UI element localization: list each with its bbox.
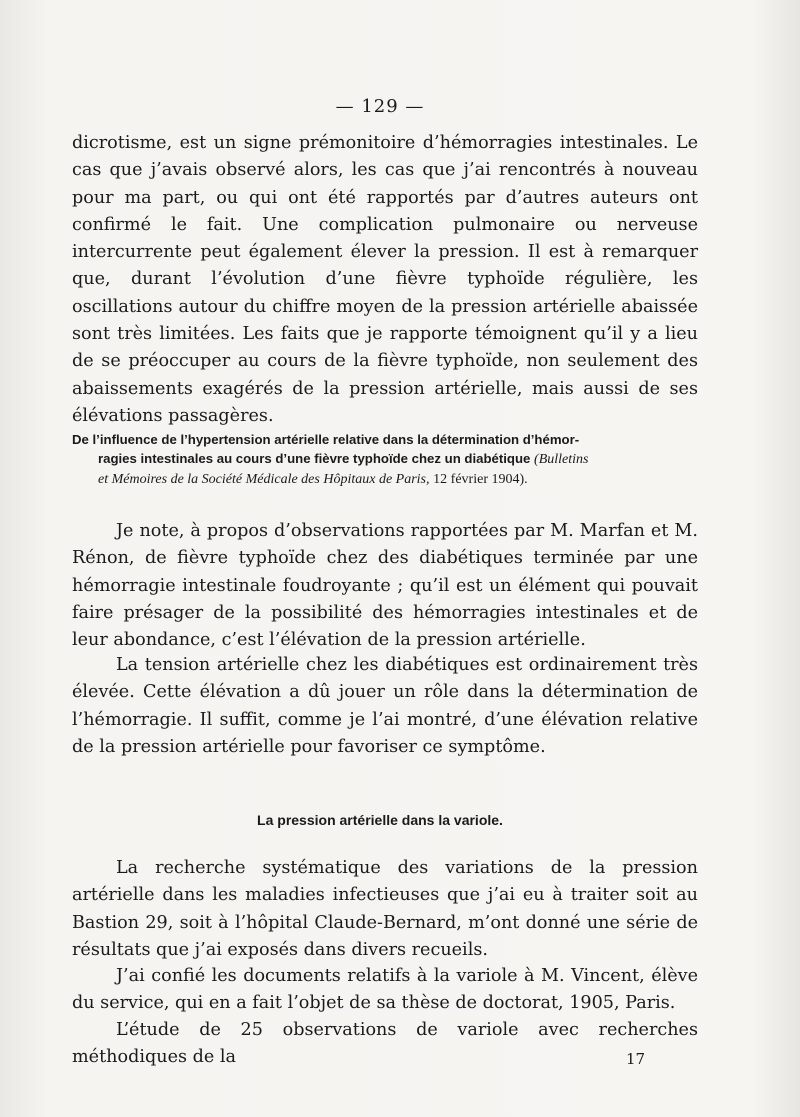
paragraph-je-note: Je note, à propos d’observations rapportées par M. Marfan et M. Rénon, de fièvre typhoïde chez des diabétiques terminée par une hémorragie intestinale foudroyante ; qu’il est un élément qui pouvait faire présager de la possibilité des hémorragies intestinales et de leur abondance, c’est l’élévation de la pression artérielle. bbox=[72, 521, 698, 651]
reference-date: 12 février 1904). bbox=[433, 472, 528, 487]
paragraph-recherche-systematique: La recherche systématique des variations de la pression artérielle dans les maladies infectieuses que j’ai eu à traiter soit au Bastion 29, soit à l’hôpital Claude-Bernard, m’ont donné une série de résultats que j’ai exposés dans divers recueils. bbox=[72, 858, 698, 960]
reference-journal-line-wrap bbox=[72, 469, 698, 489]
section-heading: La pression artérielle dans la variole. bbox=[257, 812, 503, 828]
paragraph-etude-observations: L’étude de 25 observations de variole avec recherches méthodiques de la bbox=[72, 1020, 698, 1068]
bibliographic-reference bbox=[72, 430, 698, 489]
page-number: — 129 — bbox=[335, 96, 425, 117]
reference-journal: et Mémoires de la Société Médicale des Hôpitaux de Paris, bbox=[98, 472, 430, 487]
paragraph-dicrotisme: dicrotisme, est un signe prémonitoire d’hémorragies intestinales. Le cas que j’avais observé alors, les cas que j’ai rencontrés à nouveau pour ma part, ou qui ont été rapportés par d’autres auteurs ont confirmé le fait. Une complication pulmonaire ou nerveuse intercurrente peut également élever la pression. Il est à remarquer que, durant l’évolution d’une fièvre typhoïde régulière, les oscillations autour du chiffre moyen de la pression artérielle abaissée sont très limitées. Les faits que je rapporte témoignent qu’il y a lieu de se préoccuper au cours de la fièvre typhoïde, non seulement des abaissements exagérés de la pression artérielle, mais aussi de ses élévations passagères. bbox=[72, 133, 698, 426]
signature-mark: 17 bbox=[626, 1050, 646, 1068]
reference-title-line2: ragies intestinales au cours d’une fièvre typhoïde chez un diabétique bbox=[98, 451, 531, 466]
paragraph-tension-arterielle: La tension artérielle chez les diabétiques est ordinairement très élevée. Cette élévation a dû jouer un rôle dans la détermination de l’hémorragie. Il suffit, comme je l’ai montré, d’une élévation relative de la pression artérielle pour favoriser ce symptôme. bbox=[72, 655, 698, 757]
reference-journal-open: (Bulletins bbox=[534, 452, 589, 467]
paragraph-documents-variole: J’ai confié les documents relatifs à la variole à M. Vincent, élève du service, qui en a fait l’objet de sa thèse de doctorat, 1905, Paris. bbox=[72, 966, 698, 1014]
reference-title-line1: De l’influence de l’hypertension artérielle relative dans la détermination d’hémor- bbox=[72, 432, 580, 447]
reference-title-line2-wrap bbox=[72, 449, 698, 469]
